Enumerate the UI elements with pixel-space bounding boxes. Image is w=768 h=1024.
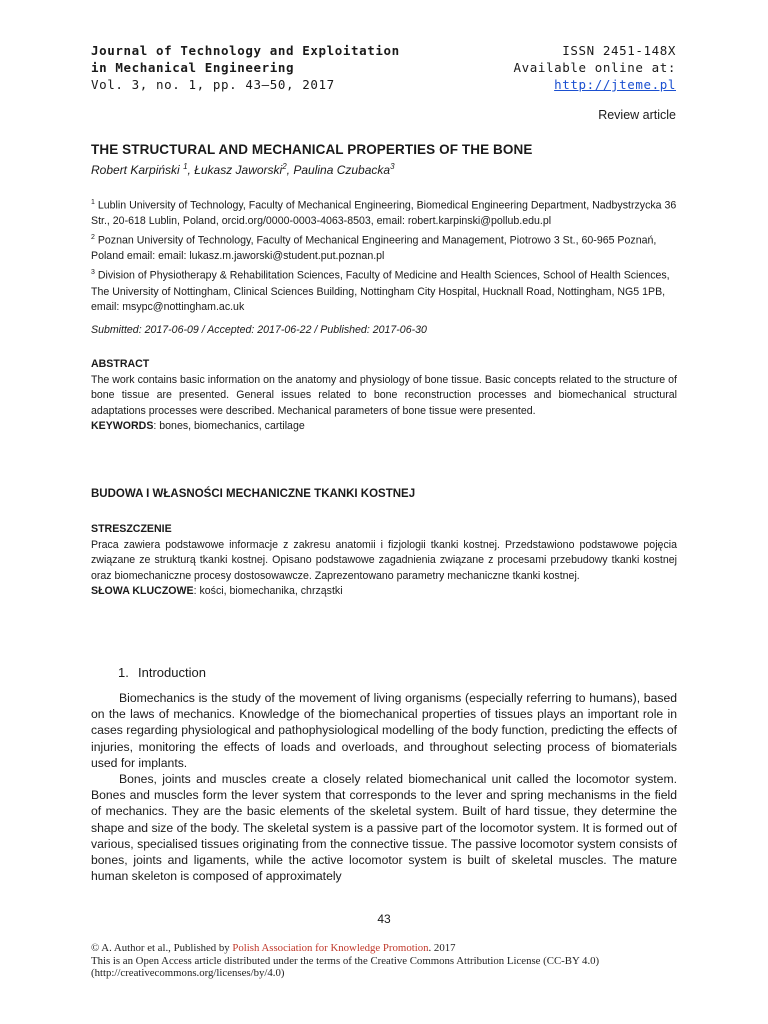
article-type: Review article [598, 108, 676, 122]
issn: ISSN 2451-148X [562, 43, 676, 58]
section-title: Introduction [138, 665, 206, 680]
journal-access-info [513, 42, 676, 93]
paragraph: Biomechanics is the study of the movement of living organisms (especially referring to humans), based on the laws of mechanics. Knowledge of the biomechanical properties of tissues plays an important role in cases regarding physiological and pathophysiological modelling of the body function, predicting the effects of injuries, monitoring the effects of loads and overloads, and throughout selecting process of biomaterials used for implants. [91, 691, 677, 770]
volume-info: Vol. 3, no. 1, pp. 43–50, 2017 [91, 77, 335, 92]
affiliation: $^3$ Division of Physiotherapy & Rehabilitation Sciences, Faculty of Medicine and Health Sciences, School of Health Sciences, The University of Nottingham, Clinical Sciences Building, Nottingham City Hospital, Hucknall Road, Nottingham, NG5 1PB, email: msypc@nottingham.ac.uk [91, 269, 670, 314]
affiliations [91, 195, 681, 316]
journal-name-line2: in Mechanical Engineering [91, 60, 295, 75]
author-name: Paulina Czubacka [293, 163, 391, 177]
polish-abstract-heading: STRESZCZENIE [91, 523, 172, 535]
polish-title: BUDOWA I WŁASNOŚCI MECHANICZNE TKANKI KOSTNEJ [91, 488, 416, 500]
polish-keywords: SŁOWA KLUCZOWE: kości, biomechanika, chrząstki [91, 585, 343, 598]
author-name: Robert Karpiński [91, 163, 180, 177]
abstract-heading: ABSTRACT [91, 358, 150, 370]
license-footer [91, 942, 691, 980]
submission-dates: Submitted: 2017-06-09 / Accepted: 2017-06-22 / Published: 2017-06-30 [91, 324, 427, 336]
article-title: THE STRUCTURAL AND MECHANICAL PROPERTIES OF THE BONE [91, 142, 533, 157]
paragraph: Bones, joints and muscles create a closely related biomechanical unit called the locomotor system. Bones and muscles form the lever system that corresponds to the lever and spring mechanisms in the field of mechanics. They are the basic elements of the skeletal system. Built of hard tissue, they determine the shape and size of the body. The skeletal system is a passive part of the locomotor system. It is formed out of various, specialised tissues originating from the connective tissue. The passive locomotor system consists of bones, joints and ligaments, while the active locomotor system is built of skeletal muscles. The mature human skeleton is composed of approximately [91, 772, 677, 884]
affiliation: $^2$ Poznan University of Technology, Faculty of Mechanical Engineering and Management, Piotrowo 3 St., 60-965 Poznań, Poland email: email: lukasz.m.jaworski@student.put.poznan.pl [91, 234, 657, 263]
author-affil-sup: 2 [282, 162, 287, 171]
polish-abstract-text: Praca zawiera podstawowe informacje z zakresu anatomii i fizjologii tkanki kostnej. Przedstawiono podstawowe pojęcia związane ze strukturą tkanki kostnej. Opisano podstawowe zagadnienia związane z procesami przebudowy tkanki kostnej oraz biomechaniczne procesy dostosowawcze. Zaprezentowano parametry mechaniczne tkanki kostnej. [91, 538, 677, 582]
available-online-label: Available online at: [513, 60, 676, 75]
page-number: 43 [377, 912, 391, 926]
author-name: Łukasz Jaworski [194, 163, 283, 177]
abstract-text: The work contains basic information on the anatomy and physiology of bone tissue. Basic concepts related to the structure of bone tissue are presented. General issues related to bone reconstruction processes and biomechanical structural adaptations processes were described. Mechanical parameters of bone tissue were presented. [91, 373, 677, 417]
section-heading [118, 665, 206, 680]
copyright-line: © A. Author et al., Published by Polish Association for Knowledge Promotion. 2017 [91, 942, 456, 954]
author-affil-sup: 1 [183, 162, 188, 171]
affiliation: $^1$ Lublin University of Technology, Faculty of Mechanical Engineering, Biomedical Engineering Department, Nadbystrzycka 36 Str., 20-618 Lublin, Poland, orcid.org/0000-0003-4063-8503, email: robert.karpinski@pollub.edu.pl [91, 199, 677, 228]
section-number: 1. [118, 665, 129, 680]
journal-url-link[interactable]: http://jteme.pl [554, 77, 676, 92]
license-url[interactable]: (http://creativecommons.org/licenses/by/4.0) [91, 967, 285, 980]
publisher-link[interactable]: Polish Association for Knowledge Promotion [232, 942, 429, 954]
journal-name-line1: Journal of Technology and Exploitation [91, 43, 400, 58]
journal-header [91, 42, 400, 93]
polish-abstract-section [91, 522, 677, 600]
abstract-section [91, 357, 677, 435]
body-text [91, 690, 677, 884]
author-affil-sup: 3 [390, 162, 395, 171]
license-text: This is an Open Access article distributed under the terms of the Creative Commons Attribution License (CC-BY 4.0) [91, 954, 600, 967]
author-list: Robert Karpiński $^1$, Łukasz Jaworski$^2$, Paulina Czubacka$^3$ [91, 162, 395, 177]
keywords: KEYWORDS: bones, biomechanics, cartilage [91, 420, 305, 433]
